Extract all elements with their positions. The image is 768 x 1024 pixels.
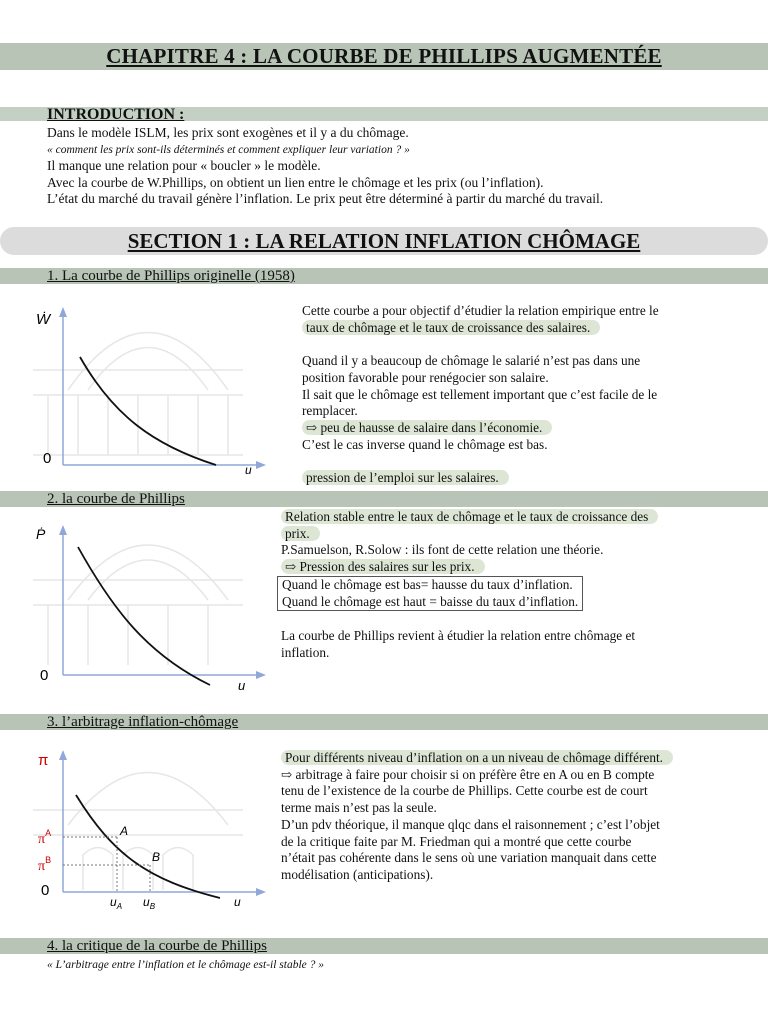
text-line: terme mais n’est pas la seule. — [281, 800, 437, 816]
x-axis-label: u — [245, 463, 252, 477]
text-line: inflation. — [281, 644, 330, 660]
text-line: modélisation (anticipations). — [281, 866, 434, 882]
intro-line: Il manque une relation pour « boucler » le modèle. — [47, 158, 321, 173]
text-line — [302, 453, 659, 470]
intro-line: L’état du marché du travail génère l’inflation. Le prix peut être déterminé à partir du marché du travail. — [47, 191, 604, 206]
y-axis-label: π — [38, 752, 49, 769]
u-a-symbol: u — [110, 895, 117, 909]
pi-b-label — [38, 855, 51, 874]
highlighted-line: Relation stable entre le taux de chômage et le taux de croissance des — [281, 509, 658, 524]
text-line: de la critique faite par M. Friedman qui a montré que cette courbe — [281, 833, 632, 849]
section-title: SECTION 1 : LA RELATION INFLATION CHÔMAGE — [0, 227, 768, 255]
origin-label: 0 — [41, 882, 50, 899]
u-b-label — [143, 895, 156, 911]
highlighted-line: taux de chômage et le taux de croissance des salaires. — [302, 320, 600, 335]
text-line: Quand le chômage est haut = baisse du taux d’inflation. — [282, 593, 579, 609]
part2-text — [281, 509, 658, 661]
y-axis-arrow — [59, 307, 67, 317]
text-line: Quand le chômage est bas= hausse du taux d’inflation. — [282, 576, 573, 592]
text-line: tenu de l’existence de la courbe de Phillips. Cette courbe est de court — [281, 783, 648, 799]
building-watermark — [33, 333, 243, 456]
x-axis-arrow — [256, 461, 266, 469]
pi-a-label — [38, 828, 51, 847]
highlighted-line: Pour différents niveau d’inflation on a un niveau de chômage différent. — [281, 750, 673, 765]
highlighted-line: prix. — [281, 526, 320, 541]
x-axis-label: u — [234, 895, 241, 909]
intro-line: Dans le modèle ISLM, les prix sont exogènes et il y a du chômage. — [47, 125, 409, 140]
part3-text — [281, 750, 673, 884]
part1-title: 1. La courbe de Phillips originelle (1958) — [47, 268, 295, 284]
u-b-subscript: B — [149, 902, 156, 911]
highlighted-line: ⇨ peu de hausse de salaire dans l’économie. — [302, 420, 552, 435]
pi-a-superscript: A — [45, 828, 52, 838]
y-axis-label: Ṗ — [36, 526, 46, 542]
pi-b-superscript: B — [45, 855, 52, 865]
building-watermark — [33, 773, 243, 891]
building-watermark — [33, 545, 243, 665]
part1-text — [302, 303, 659, 487]
origin-label: 0 — [40, 667, 49, 684]
x-axis-arrow — [256, 671, 266, 679]
wage-phillips-graph — [28, 295, 273, 485]
pi-a-symbol: π — [38, 832, 46, 847]
highlighted-line: pression de l’emploi sur les salaires. — [302, 470, 509, 485]
introduction-title: INTRODUCTION : — [47, 106, 185, 123]
introduction-text — [47, 125, 603, 208]
point-b-label: B — [152, 850, 161, 864]
text-line: n’était pas cohérente dans le sens où une variation manquait dans cette — [281, 850, 657, 866]
intro-line: Avec la courbe de W.Phillips, on obtient un lien entre le chômage et les prix (ou l’inflation). — [47, 174, 544, 190]
text-line: D’un pdv théorique, il manque qlqc dans el raisonnement ; c’est l’objet — [281, 816, 660, 832]
y-axis-label: Ẇ — [36, 311, 51, 328]
text-line: remplacer. — [302, 403, 358, 419]
text-line: Quand il y a beaucoup de chômage le salarié n’est pas dans une — [302, 353, 641, 369]
text-line — [302, 336, 659, 353]
tradeoff-graph — [28, 740, 273, 915]
part2-title: 2. la courbe de Phillips — [47, 491, 185, 507]
text-line: position favorable pour renégocier son salaire. — [302, 369, 549, 385]
text-line: La courbe de Phillips revient à étudier la relation entre chômage et — [281, 627, 636, 643]
phillips-curve — [78, 547, 210, 685]
part4-quote: « L’arbitrage entre l’inflation et le chômage est-il stable ? » — [47, 959, 325, 971]
price-phillips-graph — [28, 515, 273, 695]
boxed-statement — [277, 576, 583, 611]
point-a-label: A — [120, 824, 129, 838]
part4-title: 4. la critique de la courbe de Phillips — [47, 938, 267, 954]
text-line: ⇨ arbitrage à faire pour choisir si on préfère être en A ou en B compte — [281, 766, 655, 782]
x-axis-label: u — [238, 678, 246, 693]
y-axis-arrow — [59, 525, 67, 535]
highlighted-line: ⇨ Pression des salaires sur les prix. — [281, 559, 485, 574]
intro-line: « comment les prix sont-ils déterminés et comment expliquer leur variation ? » — [47, 143, 410, 156]
chapter-title: CHAPITRE 4 : LA COURBE DE PHILLIPS AUGMENTÉE — [0, 43, 768, 70]
text-line — [281, 611, 658, 628]
text-line: Il sait que le chômage est tellement important que c’est facile de le — [302, 386, 658, 402]
y-axis-arrow — [59, 750, 67, 760]
x-axis-arrow — [256, 888, 266, 896]
pi-b-symbol: π — [38, 859, 46, 874]
u-a-label — [110, 895, 122, 911]
text-line: P.Samuelson, R.Solow : ils font de cette relation une théorie. — [281, 542, 604, 558]
origin-label: 0 — [43, 450, 52, 467]
u-b-symbol: u — [143, 895, 150, 909]
text-line: C’est le cas inverse quand le chômage est bas. — [302, 436, 548, 452]
u-a-subscript: A — [116, 902, 123, 911]
part3-title: 3. l’arbitrage inflation-chômage — [47, 714, 239, 730]
text-line: Cette courbe a pour objectif d’étudier la relation empirique entre le — [302, 303, 659, 318]
